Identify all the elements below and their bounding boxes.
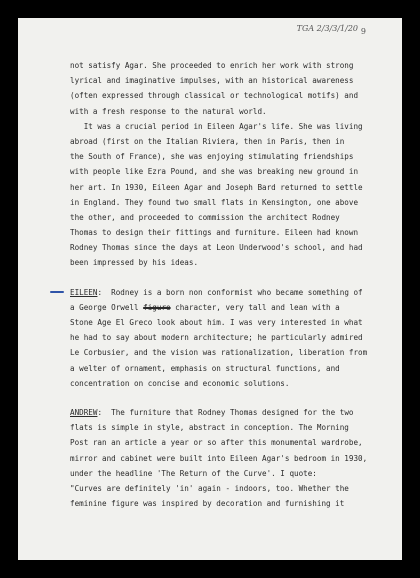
text-line: ANDREW: The furniture that Rodney Thomas designed for the two [70,407,354,417]
text-line: abroad (first on the Italian Riviera, then in Paris, then in [70,136,345,146]
text-line: It was a crucial period in Eileen Agar's life. She was living [70,121,363,131]
text-line: under the headline 'The Return of the Curve'. I quote: [70,468,317,478]
document-page [18,18,402,560]
text-line: Stone Age El Greco look about him. I was very interested in what [70,318,363,327]
eileen-speech [70,285,370,391]
text-line: Rodney Thomas since the days at Leon Underwood's school, and had [70,243,363,253]
paragraph-1 [70,58,370,119]
text-line: a George Orwell figure character, very tall and lean with a [70,302,340,312]
text-line: the other, and proceeded to commission the architect Rodney [70,212,340,222]
text-line: her art. In 1930, Eileen Agar and Joseph Bard returned to settle [70,182,363,192]
text-line: "Curves are definitely 'in' again - indoors, too. Whether the [70,483,349,493]
text-line: (often expressed through classical or technological motifs) and [70,91,359,101]
text-line: been impressed by his ideas. [70,258,199,268]
andrew-speech [70,405,370,511]
text-line: EILEEN: Rodney is a born non conformist who became something of [70,287,363,297]
text-line: he had to say about modern architecture; he particularly admired [70,333,363,343]
archive-reference: TGA 2/3/3/1/20 [296,24,358,33]
paragraph-2 [70,119,370,271]
margin-mark [50,291,64,293]
text-line: in England. They found two small flats in Kensington, one above [70,197,359,207]
text-line: not satisfy Agar. She proceeded to enrich her work with strong [70,61,354,70]
text-line: lyrical and imaginative impulses, with an historical awareness [70,76,354,86]
text-line: mirror and cabinet were built into Eileen Agar's bedroom in 1930, [70,453,368,463]
speaker-name: ANDREW [70,407,98,417]
text-line: the South of France), she was enjoying stimulating friendships [70,152,354,162]
text-line: a welter of ornament, emphasis on structural functions, and [70,363,340,373]
speaker-name: EILEEN [70,287,98,297]
text-line: with a fresh response to the natural world. [70,106,267,116]
text-line: Thomas to design their fittings and furniture. Eileen had known [70,228,359,238]
text-line: feminine figure was inspired by decoration and furnishing it [70,499,345,509]
struck-word: figure [143,302,171,312]
text-line: Post ran an article a year or so after this monumental wardrobe, [70,438,363,448]
page-number: 9 [360,27,366,36]
text-line: flats is simple in style, abstract in conception. The Morning [70,423,349,433]
text-line: concentration on concise and economic solutions. [70,378,290,388]
typescript-body [70,58,370,511]
text-line: with people like Ezra Pound, and she was breaking new ground in [70,167,359,177]
text-line: Le Corbusier, and the vision was rationalization, liberation from [70,348,368,358]
